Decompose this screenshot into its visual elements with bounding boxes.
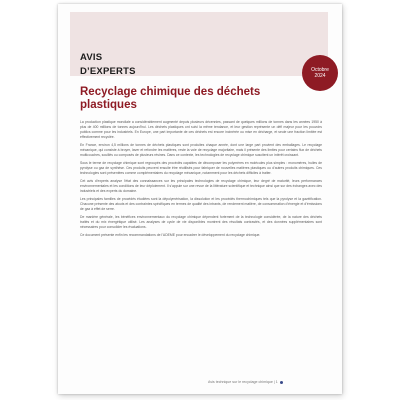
- document-kicker: [80, 51, 136, 79]
- paragraph: Cet avis d’experts analyse l’état des connaissances sur les principales technologies de recyclage chimique, leur degré de maturité, leurs performances environnementales et les conditions de leur déploiement. Il s’appuie sur une revue de la littérature scientifique et technique ainsi que sur des échanges avec des industriels et des experts du domaine.: [80, 179, 322, 193]
- paragraph: De manière générale, les bénéfices environnementaux du recyclage chimique dépendent fortement de la technologie considérée, de la nature des déchets traités et du mix énergétique utilisé. Les analyses de cycle de vie disponibles montrent des résultats contrastés, et des données supplémentaires sont nécessaires pour consolider les évaluations.: [80, 215, 322, 229]
- paragraph: Ce document présente enfin les recommandations de l’ADEME pour encadrer le développement du recyclage chimique.: [80, 233, 261, 237]
- body-text: [80, 120, 322, 241]
- paragraph: En France, environ 4,5 millions de tonnes de déchets plastiques sont produites chaque année, dont une large part provient des emballages. Le recyclage mécanique, qui consiste à broyer, laver et refondre les matières, reste la voie de recyclage majoritaire, mais il présente des limites pour certains flux de déchets multicouches, souillés ou composés de plusieurs résines. Dans ce contexte, les technologies de recyclage chimique suscitent un intérêt croissant.: [80, 143, 322, 157]
- date-badge: [302, 55, 338, 91]
- paragraph: Sous le terme de recyclage chimique sont regroupés des procédés capables de décomposer les polymères en molécules plus simples : monomères, huiles de pyrolyse ou gaz de synthèse. Ces produits peuvent ensuite être réutilisés pour fabriquer de nouvelles matières plastiques ou d’autres produits chimiques. Ces technologies sont présentées comme complémentaires du recyclage mécanique, notamment pour les déchets difficiles à traiter.: [80, 161, 322, 175]
- document-page: [58, 4, 342, 394]
- paragraph: Les principales familles de procédés étudiées sont la dépolymérisation, la dissolution et les procédés thermochimiques tels que la pyrolyse et la gazéification. Chacune présente des atouts et des contraintes spécifiques en termes de qualité des intrants, de rendement matière, de consommation d’énergie et d’émissions de gaz à effet de serre.: [80, 197, 322, 211]
- kicker-line-1: AVIS: [80, 52, 103, 63]
- document-title: Recyclage chimique des déchets plastiques: [80, 86, 261, 111]
- kicker-line-2: D’EXPERTS: [80, 66, 136, 77]
- badge-year: 2024: [314, 73, 326, 79]
- paragraph: La production plastique mondiale a considérablement augmenté depuis plusieurs décennies, passant de quelques millions de tonnes dans les années 1950 à plus de 400 millions de tonnes aujourd’hui. Les déchets plastiques ont suivi la même tendance, et leur gestion représente un défi majeur pour les pouvoirs publics comme pour les industriels. En Europe, une part importante de ces déchets est encore incinérée ou mise en décharge, et seule une fraction limitée est effectivement recyclée.: [80, 120, 322, 139]
- badge-month: Octobre: [311, 67, 329, 73]
- footer-text: Avis technique sur le recyclage chimique | 1: [208, 380, 278, 384]
- footer-dot-icon: [280, 381, 283, 384]
- page-footer: [208, 380, 283, 384]
